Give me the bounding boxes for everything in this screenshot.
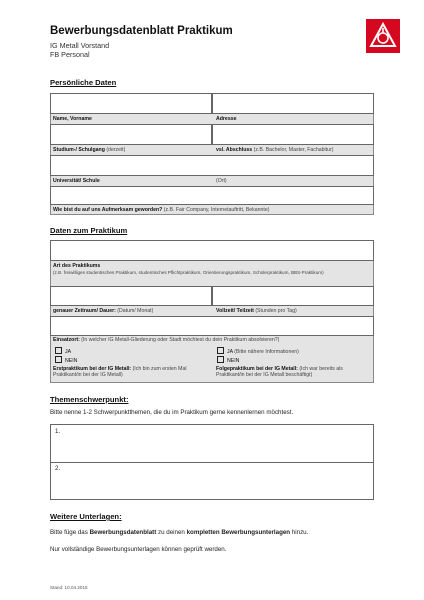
location-label: Einsatzort: [53, 337, 80, 343]
address-input[interactable] [212, 93, 374, 114]
location-label-group [53, 337, 279, 343]
first-nein-checkbox[interactable]: NEIN [55, 356, 77, 364]
study-label: Studium-/ Schulgang [53, 147, 105, 153]
topic-2-input[interactable] [50, 462, 374, 500]
name-label: Name, Vorname [53, 116, 92, 122]
university-label: Universität/ Schule [53, 178, 100, 184]
university-input[interactable] [50, 155, 374, 176]
fulltime-note: (Stunden pro Tag) [255, 308, 297, 314]
checkbox-icon [55, 347, 62, 354]
location-note: (In welcher IG Metall-Gliederung oder Stadt möchtest du dein Praktikum absolvieren?) [81, 337, 280, 343]
fulltime-input[interactable] [212, 286, 374, 306]
city-label: (Ort) [216, 178, 227, 184]
footer-stand: Stand: 10.04.2015 [50, 585, 88, 590]
topic-2-number: 2. [55, 465, 61, 472]
type-label: Art des Praktikums [53, 263, 101, 269]
degree-input[interactable] [212, 124, 374, 145]
follow-ja-checkbox[interactable]: JA (Bitte nähere Informationen) [217, 347, 299, 355]
period-label-group [53, 308, 153, 314]
org-name: IG Metall Vorstand [50, 41, 110, 50]
source-note: (z.B. Fair Company, Internetauftritt, Bekannte) [163, 207, 270, 213]
follow-internship-label: Folgepraktikum bei der IG Metall: (Ich war bereits als Praktikant/in bei der IG Metall beschäftigt) [216, 366, 343, 378]
docs-line-1: Bitte füge das Bewerbungsdatenblatt zu deinen kompletten Bewerbungsunterlagen hinzu. [50, 529, 309, 536]
study-label-group [53, 147, 125, 153]
degree-note: (z.B. Bachelor, Master, Fachabitur) [253, 147, 334, 153]
study-note: (derzeit) [106, 147, 126, 153]
period-note: (Datum/ Monat) [117, 308, 154, 314]
type-note: (z.B. freiwilliges studentisches Praktikum, studentisches Pflichtpraktikum, Orientierungspraktikum, Schülerpraktikum, BBS-Praktikum) [53, 270, 324, 275]
degree-label: vsl. Abschluss [216, 147, 253, 153]
degree-label-group [216, 147, 333, 153]
period-input[interactable] [50, 286, 212, 306]
name-input[interactable] [50, 93, 212, 114]
first-internship-label: Erstpraktikum bei der IG Metall: (Ich bin zum ersten Mal Praktikant/in bei der IG Metall) [53, 366, 187, 378]
topics-intro: Bitte nenne 1-2 Schwerpunktthemen, die du im Praktikum gerne kennenlernen möchtest. [50, 409, 294, 416]
internship-type-input[interactable] [50, 240, 374, 261]
checkbox-icon [217, 356, 224, 363]
checkbox-icon [217, 347, 224, 354]
topic-1-input[interactable] [50, 424, 374, 463]
docs-line-2: Nur vollständige Bewerbungsunterlagen können geprüft werden. [50, 546, 227, 553]
dept-name: FB Personal [50, 50, 90, 59]
section-topics-heading: Themenschwerpunkt: [50, 395, 129, 404]
section-internship-heading: Daten zum Praktikum [50, 226, 128, 235]
location-input[interactable] [50, 316, 374, 336]
section-docs-heading: Weitere Unterlagen: [50, 512, 122, 521]
source-label: Wie bist du auf uns Aufmerksam geworden? [53, 207, 163, 213]
page-title: Bewerbungsdatenblatt Praktikum [50, 25, 233, 37]
first-ja-checkbox[interactable]: JA [55, 347, 71, 355]
ig-metall-logo [366, 19, 400, 53]
address-label: Adresse [216, 116, 237, 122]
study-input[interactable] [50, 124, 212, 145]
checkbox-icon [55, 356, 62, 363]
source-label-group [53, 207, 269, 213]
period-label: genauer Zeitraum/ Dauer: [53, 308, 116, 314]
fulltime-label-group [216, 308, 297, 314]
fulltime-label: Vollzeit/ Teilzeit [216, 308, 254, 314]
topic-1-number: 1. [55, 428, 61, 435]
section-personal-heading: Persönliche Daten [50, 78, 117, 87]
row-labels-1 [50, 114, 374, 124]
follow-nein-checkbox[interactable]: NEIN [217, 356, 239, 364]
source-input[interactable] [50, 186, 374, 205]
